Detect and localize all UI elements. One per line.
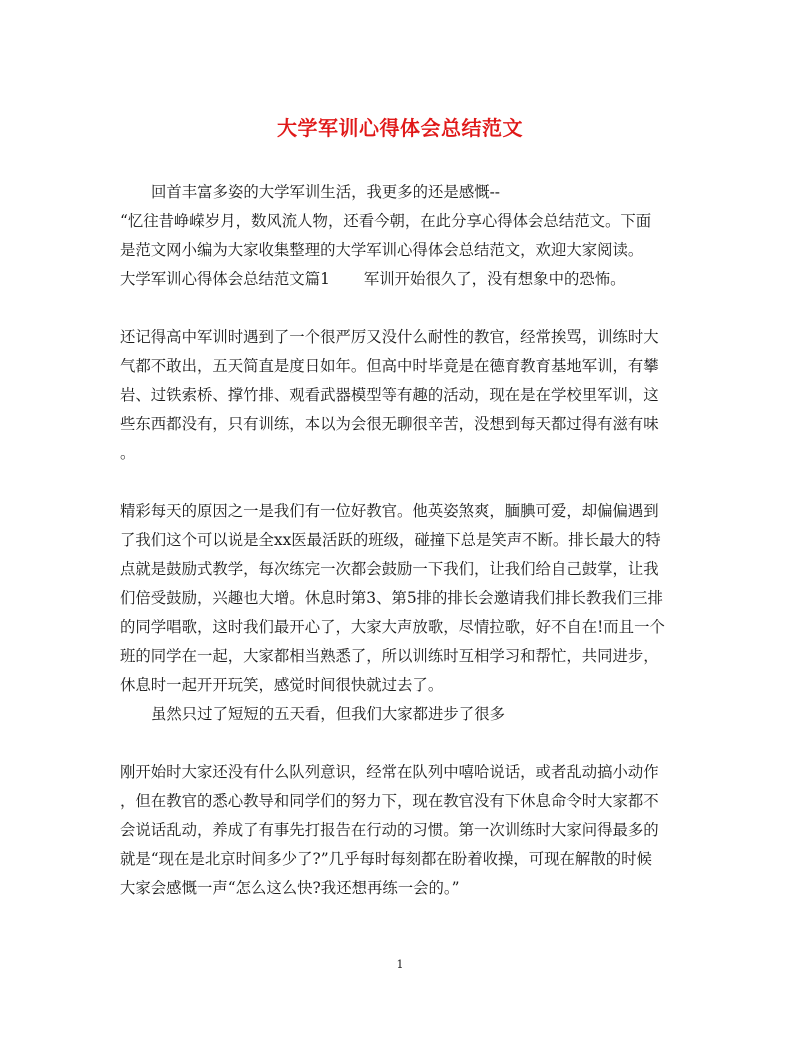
paragraph-line: 还记得高中军训时遇到了一个很严厉又没什么耐性的教官，经常挨骂，训练时大: [120, 328, 659, 346]
paragraph-line: 会说话乱动，养成了有事先打报告在行动的习惯。第一次训练时大家问得最多的: [120, 821, 659, 839]
paragraph-line: 些东西都没有，只有训练，本以为会很无聊很辛苦，没想到每天都过得有滋有味: [120, 415, 659, 433]
paragraph-line: 们倍受鼓励，兴趣也大增。休息时第3、第5排的排长会邀请我们排长教我们三排: [120, 589, 663, 607]
paragraph-line: 。: [120, 444, 136, 462]
paragraph-line: 气都不敢出，五天简直是度日如年。但高中时毕竟是在德育教育基地军训，有攀: [120, 357, 659, 375]
intro-line-4: [120, 265, 685, 294]
paragraph-line: ，但在教官的悉心教导和同学们的努力下，现在教官没有下休息命令时大家都不: [120, 792, 659, 810]
paragraph-line: 就是“现在是北京时间多少了?”几乎每时每刻都在盼着收操，可现在解散的时候: [120, 850, 652, 868]
paragraph-line: 岩、过铁索桥、撑竹排、观看武器模型等有趣的活动，现在是在学校里军训，这: [120, 386, 659, 404]
page-number: 1: [396, 958, 404, 971]
paragraph-1: [120, 323, 685, 468]
paragraph-3: 虽然只过了短短的五天看，但我们大家都进步了很多: [151, 705, 505, 723]
paragraph-line: 点就是鼓励式教学，每次练完一次都会鼓励一下我们，让我们给自己鼓掌，让我: [120, 560, 659, 578]
intro-line-2: “忆往昔峥嵘岁月，数风流人物，还看今朝，在此分享心得体会总结范文。下面: [120, 212, 652, 230]
paragraph-2: [120, 497, 685, 700]
paragraph-line: 的同学唱歌，这时我们最开心了，大家大声放歌，尽情拉歌，好不自在!而且一个: [120, 618, 665, 636]
paragraph-4: [120, 758, 685, 903]
document-title: 大学军训心得体会总结范文: [277, 116, 523, 140]
paragraph-line: 精彩每天的原因之一是我们有一位好教官。他英姿煞爽，腼腆可爱，却偏偏遇到: [120, 502, 659, 520]
intro-line-4-text: 军训开始很久了，没有想象中的恐怖。: [363, 270, 626, 288]
intro-line-1: 回首丰富多姿的大学军训生活，我更多的还是感慨--: [151, 183, 500, 201]
document-body: [120, 178, 685, 903]
intro-line-3: 是范文网小编为大家收集整理的大学军训心得体会总结范文，欢迎大家阅读。: [120, 241, 644, 259]
paragraph-line: 刚开始时大家还没有什么队列意识，经常在队列中嘻哈说话，或者乱动搞小动作: [120, 763, 659, 781]
paragraph-line: 大家会感慨一声“怎么这么快?我还想再练一会的。”: [120, 879, 460, 897]
paragraph-line: 休息时一起开开玩笑，感觉时间很快就过去了。: [120, 676, 444, 694]
paragraph-line: 了我们这个可以说是全xx医最活跃的班级，碰撞下总是笑声不断。排长最大的特: [120, 531, 661, 549]
paragraph-line: 班的同学在一起，大家都相当熟悉了，所以训练时互相学习和帮忙，共同进步，: [120, 647, 659, 665]
section-heading: 大学军训心得体会总结范文篇1: [120, 270, 330, 288]
